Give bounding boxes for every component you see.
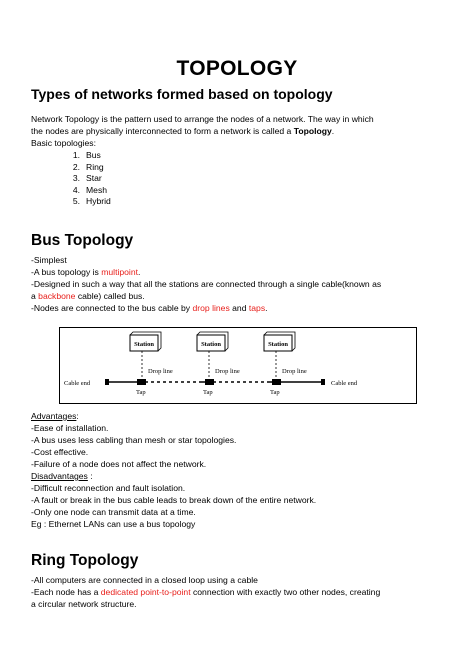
text: connection with exactly two other nodes, creating bbox=[190, 587, 381, 597]
station-box bbox=[130, 332, 161, 351]
highlight-drop-lines: drop lines bbox=[192, 303, 230, 313]
text: . bbox=[138, 267, 141, 277]
cable-end-label: Cable end bbox=[64, 380, 91, 387]
advantages-heading bbox=[31, 411, 79, 423]
bus-line-multipoint bbox=[31, 267, 140, 279]
list-item bbox=[72, 150, 111, 162]
list-number: 2. bbox=[72, 161, 80, 172]
bus-line-backbone bbox=[31, 291, 145, 303]
highlight-taps: taps bbox=[248, 303, 266, 313]
topology-list bbox=[31, 150, 111, 208]
tap-label: Tap bbox=[136, 389, 146, 396]
intro-line-2 bbox=[31, 126, 334, 138]
bus-heading: Bus Topology bbox=[31, 232, 134, 249]
list-item bbox=[72, 161, 111, 174]
text: cable) called bus. bbox=[75, 291, 145, 301]
tap bbox=[137, 379, 146, 385]
tap bbox=[272, 379, 281, 385]
list-number: 5. bbox=[72, 196, 80, 206]
list-number: 4. bbox=[72, 184, 80, 195]
text: . bbox=[265, 303, 268, 313]
bus-line-nodes bbox=[31, 303, 268, 315]
list-item bbox=[72, 173, 111, 185]
station-label: Station bbox=[201, 341, 221, 348]
bus-example: Eg : Ethernet LANs can use a bus topology bbox=[31, 519, 196, 529]
bus-line-simplest: -Simplest bbox=[31, 255, 67, 265]
list-item bbox=[72, 184, 111, 197]
ring-line-1: -All computers are connected in a closed loop using a cable bbox=[31, 575, 258, 585]
disadvantages-label: Disadvantages bbox=[31, 471, 88, 481]
ring-line-2 bbox=[31, 587, 380, 599]
disadvantage-item: -Only one node can transmit data at a time. bbox=[31, 507, 196, 517]
disadvantages-heading bbox=[31, 471, 93, 483]
advantages-label: Advantages bbox=[31, 411, 77, 421]
intro-text: the nodes are physically interconnected to form a network is called a bbox=[31, 126, 294, 136]
list-label: Bus bbox=[86, 150, 101, 160]
advantage-item: -A bus uses less cabling than mesh or star topologies. bbox=[31, 435, 237, 445]
tap-label: Tap bbox=[270, 389, 280, 396]
drop-line-label: Drop line bbox=[148, 368, 173, 375]
highlight-point-to-point: dedicated point-to-point bbox=[100, 587, 191, 597]
tap bbox=[205, 379, 214, 385]
bus-diagram-svg bbox=[60, 328, 416, 403]
bus-topology-diagram bbox=[59, 327, 417, 404]
list-item bbox=[72, 196, 111, 208]
station-box bbox=[197, 332, 228, 351]
list-number: 3. bbox=[72, 173, 80, 183]
list-label: Mesh bbox=[86, 184, 108, 195]
text: -Nodes are connected to the bus cable by bbox=[31, 303, 193, 313]
text: a bbox=[31, 291, 39, 301]
page-title: TOPOLOGY bbox=[176, 57, 298, 80]
advantage-item: -Failure of a node does not affect the network. bbox=[31, 459, 207, 469]
intro-period: . bbox=[331, 126, 335, 136]
highlight-backbone: backbone bbox=[38, 291, 76, 301]
station-label: Station bbox=[134, 341, 154, 348]
cable-end bbox=[105, 379, 109, 385]
text: -A bus topology is bbox=[31, 267, 102, 277]
text: -Each node has a bbox=[31, 587, 101, 597]
list-number: 1. bbox=[72, 150, 80, 160]
station-label: Station bbox=[268, 341, 288, 348]
drop-line-label: Drop line bbox=[282, 368, 307, 375]
drop-line-label: Drop line bbox=[215, 368, 240, 375]
highlight-multipoint: multipoint bbox=[101, 267, 139, 277]
list-label: Star bbox=[86, 173, 102, 183]
disadvantage-item: -A fault or break in the bus cable leads to break down of the entire network. bbox=[31, 495, 317, 505]
topology-term: Topology bbox=[293, 126, 332, 136]
basic-topologies-label: Basic topologies: bbox=[31, 138, 96, 148]
cable-end-label: Cable end bbox=[331, 380, 358, 387]
ring-heading: Ring Topology bbox=[31, 552, 139, 569]
intro-line-1: Network Topology is the pattern used to arrange the nodes of a network. The way in which bbox=[31, 114, 374, 124]
disadvantage-item: -Difficult reconnection and fault isolation. bbox=[31, 483, 186, 493]
advantage-item: -Ease of installation. bbox=[31, 423, 109, 433]
colon: : bbox=[76, 411, 79, 421]
section-subtitle: Types of networks formed based on topology bbox=[31, 86, 333, 102]
list-label: Hybrid bbox=[86, 196, 111, 206]
list-label: Ring bbox=[86, 161, 104, 172]
bus-line-designed: -Designed in such a way that all the stations are connected through a single cable(known as bbox=[31, 279, 382, 289]
advantage-item: -Cost effective. bbox=[31, 447, 89, 457]
ring-line-3: a circular network structure. bbox=[31, 599, 137, 609]
station-box bbox=[264, 332, 295, 351]
text: and bbox=[229, 303, 249, 313]
cable-end bbox=[321, 379, 325, 385]
tap-label: Tap bbox=[203, 389, 213, 396]
colon: : bbox=[87, 471, 93, 481]
